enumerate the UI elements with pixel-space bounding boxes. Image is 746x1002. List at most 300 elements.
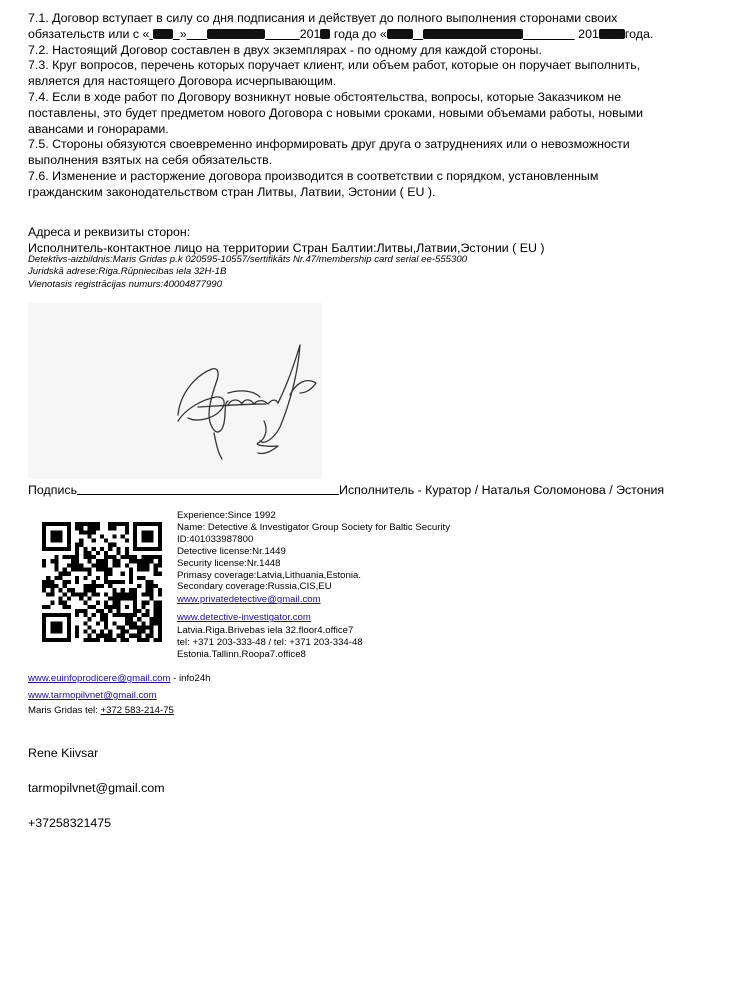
qr-module [133, 601, 137, 605]
qr-module [112, 559, 116, 563]
qr-module [129, 596, 133, 600]
qr-module [92, 547, 96, 551]
qr-module [158, 605, 162, 609]
qr-module [150, 580, 154, 584]
qr-module [137, 563, 141, 567]
qr-module [121, 638, 125, 642]
qr-module [83, 621, 87, 625]
qr-module [59, 630, 63, 634]
qr-module [42, 638, 46, 642]
qr-module [108, 543, 112, 547]
qr-module [137, 547, 141, 551]
qr-module [150, 596, 154, 600]
qr-module [141, 601, 145, 605]
qr-module [75, 551, 79, 555]
qr-module [104, 605, 108, 609]
qr-module [100, 534, 104, 538]
qr-module [75, 580, 79, 584]
qr-module [59, 638, 63, 642]
signature-label: Подпись [28, 483, 78, 497]
qr-module [67, 613, 71, 617]
qr-module [104, 580, 108, 584]
qr-module [75, 613, 79, 617]
qr-module [83, 547, 87, 551]
qr-module [108, 547, 112, 551]
qr-module [141, 555, 145, 559]
qr-module [59, 596, 63, 600]
qr-module [158, 601, 162, 605]
redaction [423, 29, 523, 39]
qr-module [141, 605, 145, 609]
qr-module [108, 596, 112, 600]
qr-module [150, 522, 154, 526]
qr-module [63, 613, 67, 617]
qr-module [129, 568, 133, 572]
qr-module [133, 609, 137, 613]
qr-module [141, 630, 145, 634]
qr-module [42, 522, 46, 526]
qr-module [88, 555, 92, 559]
qr-module [104, 634, 108, 638]
contact-phone-link[interactable]: +372 583-214-75 [100, 705, 174, 716]
contract-clauses [28, 11, 728, 201]
qr-module [108, 584, 112, 588]
qr-module [108, 605, 112, 609]
qr-module [79, 522, 83, 526]
clause-7-3-line-1: 7.3. Круг вопросов, перечень которых поручает клиент, или объем работ, которые он поручает выполнить, [28, 58, 641, 73]
qr-module [145, 555, 149, 559]
qr-module [75, 526, 79, 530]
footer-name: Rene Kiivsar [28, 746, 99, 760]
qr-module [141, 592, 145, 596]
qr-module [92, 539, 96, 543]
qr-module [125, 613, 129, 617]
executor-registration [28, 254, 467, 291]
qr-module [104, 617, 108, 621]
qr-module [75, 576, 79, 580]
qr-module [121, 534, 125, 538]
qr-module [83, 592, 87, 596]
qr-module [67, 638, 71, 642]
qr-module [88, 568, 92, 572]
qr-module [67, 605, 71, 609]
qr-module [104, 555, 108, 559]
qr-module [54, 547, 58, 551]
qr-module [67, 596, 71, 600]
qr-module [88, 617, 92, 621]
qr-module [125, 621, 129, 625]
qr-module [154, 547, 158, 551]
qr-module [150, 634, 154, 638]
qr-module [112, 613, 116, 617]
qr-module [96, 568, 100, 572]
qr-module [158, 634, 162, 638]
qr-module [141, 638, 145, 642]
qr-module [137, 630, 141, 634]
qr-module [154, 555, 158, 559]
qr-module [92, 522, 96, 526]
qr-module [96, 638, 100, 642]
qr-module [104, 613, 108, 617]
redaction [599, 29, 625, 39]
qr-module [88, 572, 92, 576]
qr-module [88, 625, 92, 629]
qr-module [133, 605, 137, 609]
clause-7-2: 7.2. Настоящий Договор составлен в двух экземплярах - по одному для каждой стороны. [28, 42, 542, 57]
qr-module [141, 547, 145, 551]
qr-module [145, 534, 149, 538]
qr-module [92, 588, 96, 592]
qr-module [141, 576, 145, 580]
qr-module [158, 638, 162, 642]
qr-module [50, 588, 54, 592]
qr-module [158, 530, 162, 534]
qr-module [75, 609, 79, 613]
qr-module [100, 609, 104, 613]
qr-module [112, 543, 116, 547]
qr-module [42, 617, 46, 621]
qr-code [42, 522, 162, 642]
qr-module [145, 592, 149, 596]
qr-module [112, 555, 116, 559]
qr-module [96, 592, 100, 596]
qr-module [158, 526, 162, 530]
qr-module [42, 563, 46, 567]
qr-module [50, 522, 54, 526]
qr-module [125, 547, 129, 551]
qr-module [108, 609, 112, 613]
qr-module [92, 584, 96, 588]
qr-module [121, 625, 125, 629]
qr-module [54, 534, 58, 538]
qr-module [42, 621, 46, 625]
qr-module [54, 621, 58, 625]
qr-module [121, 588, 125, 592]
qr-module [79, 568, 83, 572]
qr-module [92, 630, 96, 634]
qr-module [71, 588, 75, 592]
qr-module [129, 621, 133, 625]
qr-module [158, 621, 162, 625]
qr-module [133, 534, 137, 538]
qr-module [63, 522, 67, 526]
qr-module [100, 617, 104, 621]
qr-module [96, 609, 100, 613]
qr-module [96, 522, 100, 526]
qr-module [71, 559, 75, 563]
qr-module [145, 547, 149, 551]
qr-module [88, 596, 92, 600]
info-name: Name: Detective & Investigator Group Society for Baltic Security [177, 521, 451, 533]
qr-module [63, 601, 67, 605]
qr-module [104, 563, 108, 567]
qr-module [54, 559, 58, 563]
qr-module [129, 559, 133, 563]
qr-module [79, 543, 83, 547]
qr-module [46, 613, 50, 617]
qr-module [154, 522, 158, 526]
qr-module [67, 530, 71, 534]
qr-module [133, 621, 137, 625]
qr-module [150, 534, 154, 538]
qr-module [116, 563, 120, 567]
qr-module [75, 563, 79, 567]
qr-module [133, 634, 137, 638]
qr-module [125, 617, 129, 621]
qr-module [96, 551, 100, 555]
qr-module [46, 522, 50, 526]
qr-module [79, 563, 83, 567]
qr-module [42, 547, 46, 551]
qr-module [75, 543, 79, 547]
qr-module [133, 543, 137, 547]
qr-module [83, 609, 87, 613]
qr-module [59, 572, 63, 576]
info-telephones: tel: +371 203-333-48 / tel: +371 203-334-48 [177, 637, 363, 649]
qr-module [88, 534, 92, 538]
qr-module [108, 526, 112, 530]
qr-module [133, 526, 137, 530]
qr-module [83, 613, 87, 617]
qr-module [42, 530, 46, 534]
qr-module [104, 559, 108, 563]
qr-module [133, 559, 137, 563]
info-secondary-coverage: Secondary coverage:Russia,CIS,EU [177, 581, 332, 593]
qr-module [133, 547, 137, 551]
qr-module [125, 522, 129, 526]
qr-module [141, 534, 145, 538]
qr-module [158, 625, 162, 629]
qr-module [141, 625, 145, 629]
qr-module [42, 526, 46, 530]
qr-module [116, 580, 120, 584]
qr-module [46, 584, 50, 588]
qr-module [141, 539, 145, 543]
qr-module [67, 625, 71, 629]
qr-module [125, 592, 129, 596]
qr-module [83, 576, 87, 580]
email-suffix: - info24h [170, 673, 211, 684]
qr-module [96, 634, 100, 638]
qr-module [133, 530, 137, 534]
email-link-euinfoprodicere[interactable]: www.euinfoprodicere@gmail.com [28, 673, 171, 684]
qr-module [67, 547, 71, 551]
info-address-estonia: Estonia.Tallinn.Roopa7.office8 [177, 648, 306, 660]
contact-email-row [28, 670, 211, 687]
qr-module [121, 580, 125, 584]
qr-module [116, 601, 120, 605]
company-info [177, 510, 450, 661]
qr-module [42, 539, 46, 543]
qr-module [50, 621, 54, 625]
qr-module [145, 625, 149, 629]
qr-module [104, 625, 108, 629]
registration-line-3: Vienotasis registrācijas numurs:40004877990 [28, 278, 222, 290]
qr-module [83, 638, 87, 642]
clause-7-3-line-2: является для настоящего Договора исчерпывающим. [28, 74, 337, 89]
qr-module [63, 592, 67, 596]
clause-7-4-line-3: авансами и гонорарами. [28, 121, 169, 136]
qr-module [42, 613, 46, 617]
qr-module [129, 572, 133, 576]
qr-module [88, 522, 92, 526]
qr-module [75, 555, 79, 559]
email-link-tarmopilvnet[interactable]: www.tarmopilvnet@gmail.com [28, 690, 157, 701]
qr-module [108, 630, 112, 634]
qr-module [133, 613, 137, 617]
qr-module [112, 580, 116, 584]
qr-module [92, 613, 96, 617]
qr-module [158, 588, 162, 592]
qr-module [129, 580, 133, 584]
qr-module [154, 572, 158, 576]
qr-module [150, 547, 154, 551]
qr-module [75, 547, 79, 551]
qr-module [116, 547, 120, 551]
redaction [207, 29, 265, 39]
qr-module [145, 568, 149, 572]
clause-7-4-line-2: поставлены, это будет предметом нового Договора с новыми сроками, новыми объемами работы, новыми [28, 105, 644, 120]
qr-module [150, 555, 154, 559]
handwritten-signature [28, 303, 322, 479]
qr-module [46, 580, 50, 584]
website-link[interactable]: www.detective-investigator.com [177, 612, 311, 624]
qr-module [145, 559, 149, 563]
qr-module [59, 576, 63, 580]
qr-module [63, 572, 67, 576]
qr-module [54, 563, 58, 567]
qr-module [42, 534, 46, 538]
qr-module [42, 625, 46, 629]
qr-module [158, 559, 162, 563]
contact-email-row-2 [28, 687, 211, 704]
qr-module [59, 613, 63, 617]
qr-module [54, 576, 58, 580]
qr-module [121, 555, 125, 559]
qr-module [63, 555, 67, 559]
qr-module [141, 568, 145, 572]
qr-module [46, 592, 50, 596]
qr-module [59, 539, 63, 543]
qr-module [158, 555, 162, 559]
signature-underline [77, 482, 339, 495]
qr-module [88, 584, 92, 588]
qr-module [67, 522, 71, 526]
qr-module [104, 568, 108, 572]
qr-module [67, 630, 71, 634]
footer-email: tarmopilvnet@gmail.com [28, 781, 165, 795]
qr-module [96, 526, 100, 530]
qr-module [75, 559, 79, 563]
qr-module [59, 530, 63, 534]
qr-module [96, 601, 100, 605]
qr-module [141, 530, 145, 534]
qr-module [50, 547, 54, 551]
qr-module [129, 592, 133, 596]
qr-module [42, 634, 46, 638]
qr-module [116, 551, 120, 555]
qr-module [121, 596, 125, 600]
qr-module [112, 563, 116, 567]
qr-module [63, 638, 67, 642]
qr-module [150, 621, 154, 625]
qr-module [59, 547, 63, 551]
qr-module [137, 559, 141, 563]
qr-module [83, 551, 87, 555]
qr-module [133, 555, 137, 559]
qr-module [129, 588, 133, 592]
qr-module [96, 576, 100, 580]
qr-module [145, 613, 149, 617]
qr-module [96, 584, 100, 588]
qr-module [59, 534, 63, 538]
qr-module [50, 530, 54, 534]
info-experience: Experience:Since 1992 [177, 510, 276, 521]
qr-module [50, 592, 54, 596]
qr-module [137, 584, 141, 588]
qr-module [145, 588, 149, 592]
info-web-row [177, 612, 450, 624]
qr-module [100, 613, 104, 617]
qr-module [145, 530, 149, 534]
qr-module [50, 625, 54, 629]
qr-module [100, 559, 104, 563]
qr-module [79, 526, 83, 530]
qr-module [104, 601, 108, 605]
info-primary-coverage: Primasy coverage:Latvia,Lithuania,Estonia. [177, 569, 361, 581]
qr-module [116, 625, 120, 629]
qr-module [46, 576, 50, 580]
qr-module [92, 580, 96, 584]
qr-module [71, 555, 75, 559]
qr-module [67, 634, 71, 638]
qr-module [83, 530, 87, 534]
qr-module [137, 609, 141, 613]
qr-module [154, 563, 158, 567]
qr-module [133, 539, 137, 543]
email-link-privatedetective[interactable]: www.privatedetective@gmail.com [177, 594, 321, 606]
qr-module [67, 526, 71, 530]
qr-module [145, 584, 149, 588]
qr-module [75, 630, 79, 634]
contact-person-row [28, 704, 211, 717]
qr-module [141, 522, 145, 526]
qr-module [92, 555, 96, 559]
qr-module [63, 605, 67, 609]
qr-module [59, 588, 63, 592]
qr-module [104, 638, 108, 642]
qr-module [158, 572, 162, 576]
qr-module [100, 568, 104, 572]
qr-module [116, 522, 120, 526]
signature-line-row [28, 482, 664, 498]
qr-module [145, 638, 149, 642]
qr-module [104, 576, 108, 580]
clause-7-1-line-1: 7.1. Договор вступает в силу со дня подписания и действует до полного выполнения сторонами своих [28, 11, 618, 25]
parties-block [28, 224, 545, 256]
qr-module [50, 559, 54, 563]
contact-person: Maris Gridas tel: [28, 705, 101, 716]
clause-7-1-line-2: обязательств или с « » 201 года до « 201 года. [28, 26, 654, 41]
qr-module [116, 634, 120, 638]
qr-module [63, 584, 67, 588]
qr-module [67, 588, 71, 592]
qr-module [54, 530, 58, 534]
qr-module [100, 547, 104, 551]
qr-module [137, 576, 141, 580]
qr-module [125, 539, 129, 543]
qr-module [54, 613, 58, 617]
